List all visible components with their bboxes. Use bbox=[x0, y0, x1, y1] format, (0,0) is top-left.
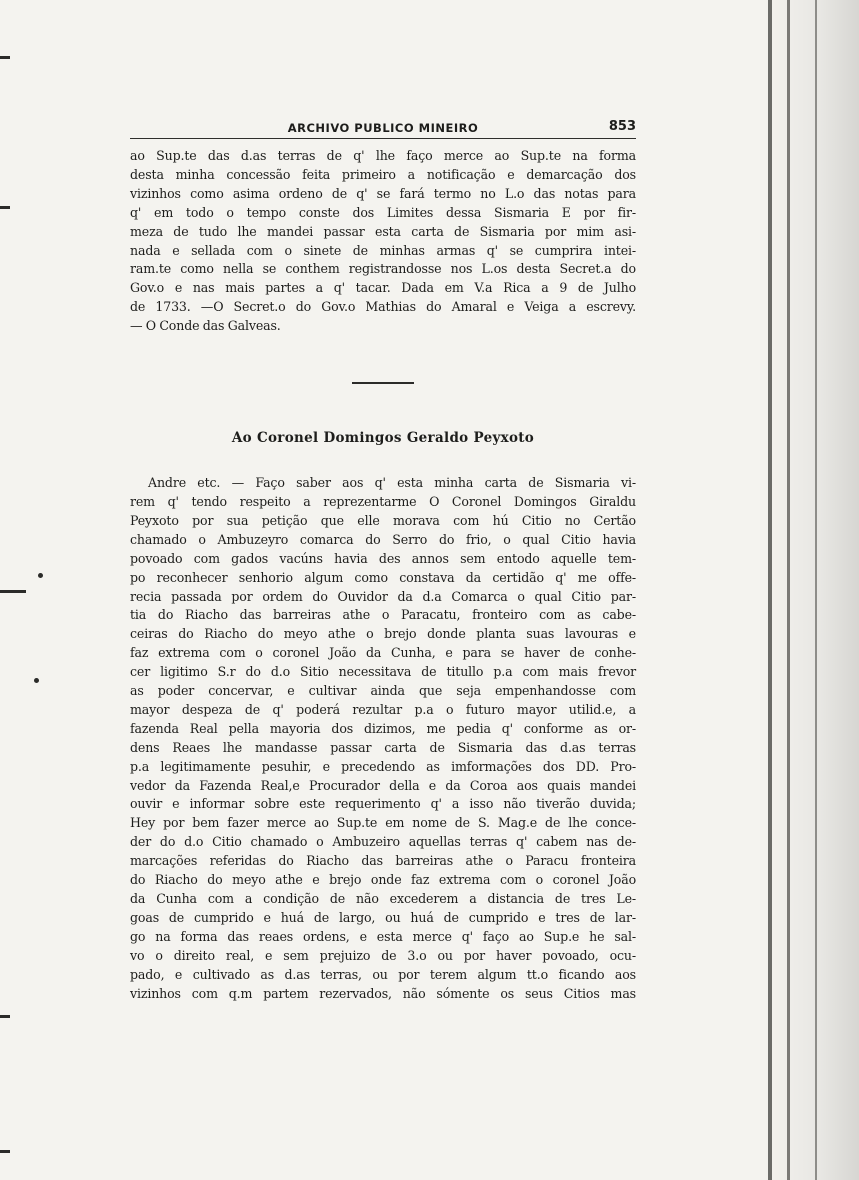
running-header bbox=[130, 112, 636, 139]
scan-edge-mark bbox=[0, 590, 26, 593]
text-line: meza de tudo lhe mandei passar esta carta de Sismaria por mim asi- bbox=[130, 223, 636, 239]
text-line: ao Sup.te das d.as terras de q' lhe faço merce ao Sup.te na forma bbox=[130, 148, 636, 163]
text-line: ram.te como nella se conthem registrandosse nos L.os desta Secret.a do bbox=[130, 261, 636, 277]
text-line: fazenda Real pella mayoria dos dizimos, me pedia q' conforme as or- bbox=[130, 720, 636, 736]
text-line: recia passada por ordem do Ouvidor da d.a Comarca o qual Citio par- bbox=[130, 588, 636, 604]
text-line: vo o direito real, e sem prejuizo de 3.o ou por haver povoado, ocu- bbox=[130, 947, 636, 963]
scan-speck bbox=[38, 573, 43, 578]
page-number: 853 bbox=[608, 119, 636, 134]
text-line: de 1733. —O Secret.o do Gov.o Mathias do Amaral e Veiga a escrevy. bbox=[130, 299, 636, 315]
scan-edge-mark bbox=[0, 1015, 10, 1018]
text-line: tia do Riacho das barreiras athe o Paracatu, fronteiro com as cabe- bbox=[130, 607, 636, 623]
text-line: vedor da Fazenda Real,e Procurador della e da Coroa aos quais mandei bbox=[130, 777, 636, 793]
text-line: nada e sellada com o sinete de minhas armas q' se cumprira intei- bbox=[130, 242, 636, 258]
text-line: ceiras do Riacho do meyo athe o brejo donde planta suas lavouras e bbox=[130, 626, 636, 642]
text-line: Gov.o e nas mais partes a q' tacar. Dada em V.a Rica a 9 de Julho bbox=[130, 280, 636, 296]
text-line: marcações referidas do Riacho das barreiras athe o Paracu fronteira bbox=[130, 853, 636, 869]
text-line: povoado com gados vacúns havia des annos sem entodo aquelle tem- bbox=[130, 550, 636, 566]
text-line: Peyxoto por sua petição que elle morava com hú Citio no Certão bbox=[130, 512, 636, 528]
text-line: q' em todo o tempo conste dos Limites dessa Sismaria E por fir- bbox=[130, 204, 636, 220]
text-line: vizinhos como asima ordeno de q' se fará termo no L.o das notas para bbox=[130, 185, 636, 201]
scan-page-edge-shadow bbox=[763, 0, 859, 1180]
text-line: rem q' tendo respeito a reprezentarme O Coronel Domingos Giraldu bbox=[130, 493, 636, 509]
text-line: ouvir e informar sobre este requerimento q' a isso não tiverão duvida; bbox=[130, 796, 636, 812]
text-line: po reconhecer senhorio algum como constava da certidão q' me offe- bbox=[130, 569, 636, 585]
text-line: go na forma das reaes ordens, e esta merce q' faço ao Sup.e he sal- bbox=[130, 928, 636, 944]
scan-edge-mark bbox=[0, 1150, 10, 1153]
book-spine-line bbox=[815, 0, 817, 1180]
text-line: as poder concervar, e cultivar ainda que seja empenhandosse com bbox=[130, 683, 636, 699]
text-line: vizinhos com q.m partem rezervados, não sómente os seus Citios mas bbox=[130, 985, 636, 1001]
text-line: do Riacho do meyo athe e brejo onde faz extrema com o coronel João bbox=[130, 872, 636, 888]
text-line: mayor despeza de q' poderá rezultar p.a o futuro mayor utilid.e, a bbox=[130, 701, 636, 717]
paragraph-body bbox=[130, 474, 636, 1003]
text-line: — O Conde das Galveas. bbox=[130, 318, 281, 334]
book-spine-line bbox=[787, 0, 790, 1180]
running-title: ARCHIVO PUBLICO MINEIRO bbox=[287, 121, 479, 135]
section-divider bbox=[352, 382, 414, 384]
section-heading: Ao Coronel Domingos Geraldo Peyxoto bbox=[231, 430, 535, 447]
text-line: goas de cumprido e huá de largo, ou huá de cumprido e tres de lar- bbox=[130, 909, 636, 925]
text-line: chamado o Ambuzeyro comarca do Serro do frio, o qual Citio havia bbox=[130, 531, 636, 547]
text-line: desta minha concessão feita primeiro a notificação e demarcação dos bbox=[130, 166, 636, 182]
scan-edge-mark bbox=[0, 206, 10, 209]
text-line: Andre etc. — Faço saber aos q' esta minha carta de Sismaria vi- bbox=[148, 475, 636, 491]
document-page bbox=[130, 112, 636, 1003]
text-line: faz extrema com o coronel João da Cunha, e para se haver de conhe- bbox=[130, 645, 636, 661]
book-spine-line bbox=[768, 0, 772, 1180]
paragraph-continuation bbox=[130, 147, 636, 336]
text-line: Hey por bem fazer merce ao Sup.te em nome de S. Mag.e de lhe conce- bbox=[130, 815, 636, 831]
text-line: dens Reaes lhe mandasse passar carta de Sismaria das d.as terras bbox=[130, 739, 636, 755]
scan-speck bbox=[34, 678, 39, 683]
text-line: der do d.o Citio chamado o Ambuzeiro aquellas terras q' cabem nas de- bbox=[130, 834, 636, 850]
scan-edge-mark bbox=[0, 56, 10, 59]
text-line: da Cunha com a condição de não excederem a distancia de tres Le- bbox=[130, 891, 636, 906]
text-line: pado, e cultivado as d.as terras, ou por terem algum tt.o ficando aos bbox=[130, 966, 636, 982]
text-line: cer ligitimo S.r do d.o Sitio necessitava de titullo p.a com mais frevor bbox=[130, 664, 636, 680]
text-line: p.a legitimamente pesuhir, e precedendo as imformações dos DD. Pro- bbox=[130, 758, 636, 774]
